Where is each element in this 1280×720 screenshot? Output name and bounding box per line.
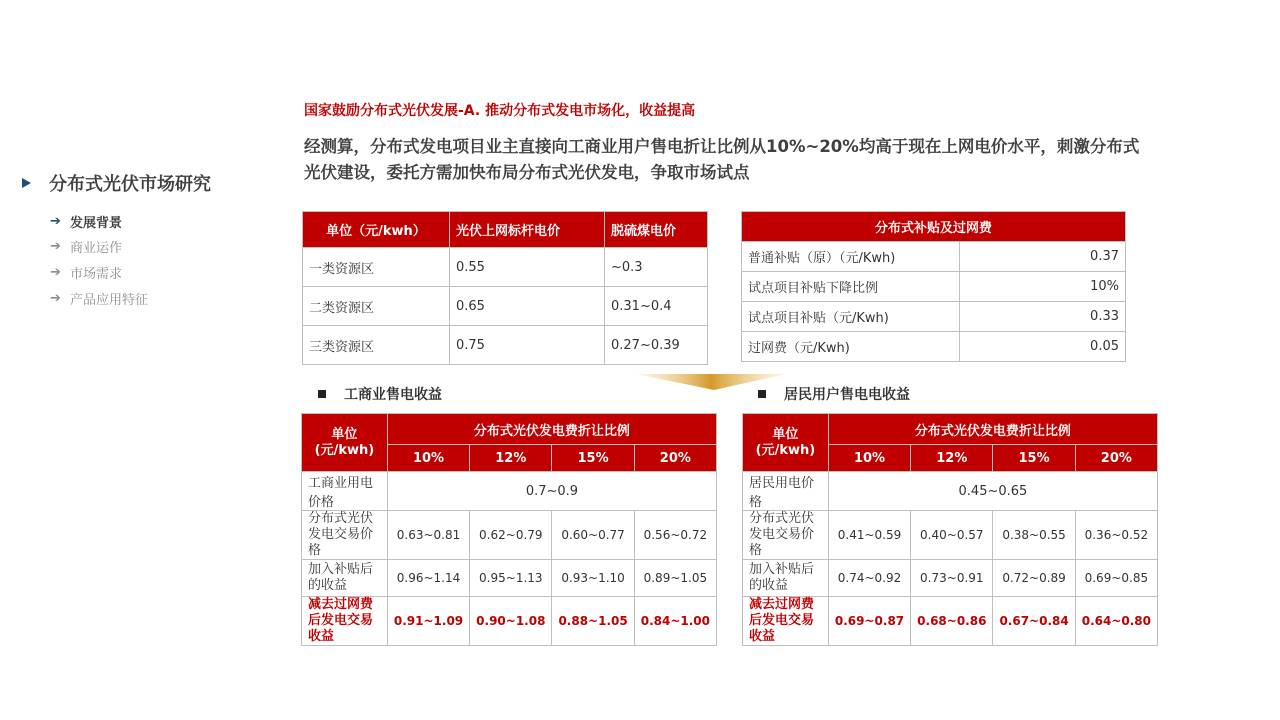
table-row [742, 332, 1126, 362]
table-cell: 一类资源区 [303, 248, 450, 287]
table-cell: 0.7~0.9 [387, 472, 716, 511]
sidebar-item-business-operation[interactable] [50, 237, 122, 256]
unit-header [743, 414, 829, 472]
unit-label: 单位 [772, 426, 799, 442]
table-cell: 0.96~1.14 [387, 560, 469, 597]
discount-header: 分布式光伏发电费折让比例 [828, 414, 1157, 445]
table-cell: 0.63~0.81 [387, 511, 469, 560]
table-row [742, 242, 1126, 272]
table-row [743, 511, 1158, 560]
table-cell: 三类资源区 [303, 326, 450, 365]
discount-header: 分布式光伏发电费折让比例 [387, 414, 716, 445]
table-cell: 0.64~0.80 [1075, 597, 1157, 646]
sidebar-title [22, 170, 211, 196]
arrow-right-icon: ➔ [50, 291, 61, 306]
table-cell: 0.88~1.05 [552, 597, 634, 646]
table-row [303, 287, 708, 326]
table-cell: 普通补贴（原）（元/Kwh) [742, 242, 960, 272]
table-cell: 试点项目补贴（元/Kwh) [742, 302, 960, 332]
table-cell: 0.33 [960, 302, 1126, 332]
table-cell: 工商业用电价格 [302, 472, 388, 511]
table-cell: 0.41~0.59 [828, 511, 910, 560]
commercial-revenue-table [301, 413, 717, 646]
sidebar-item-label: 产品应用特征 [70, 293, 149, 308]
pct-header: 15% [552, 445, 634, 472]
table-cell: 0.91~1.09 [387, 597, 469, 646]
table-cell: 居民用电价格 [743, 472, 829, 511]
pct-header: 12% [470, 445, 552, 472]
table-row [303, 326, 708, 365]
table-cell: 0.67~0.84 [993, 597, 1075, 646]
table-cell: 0.69~0.87 [828, 597, 910, 646]
table-row [302, 511, 717, 560]
unit-label-2: (元/kwh) [314, 442, 375, 458]
table-cell: 0.38~0.55 [993, 511, 1075, 560]
table-row [742, 302, 1126, 332]
table-cell: 分布式光伏发电交易价格 [743, 511, 829, 560]
price-header-benchmark: 光伏上网标杆电价 [450, 212, 605, 248]
price-header-coal: 脱硫煤电价 [605, 212, 708, 248]
sidebar-item-label: 商业运作 [70, 241, 123, 256]
pct-header: 20% [634, 445, 716, 472]
table-cell: 0.05 [960, 332, 1126, 362]
residential-heading-text: 居民用户售电电收益 [784, 387, 910, 403]
arrow-right-icon: ➔ [50, 239, 61, 254]
sidebar-title-text: 分布式光伏市场研究 [49, 174, 211, 195]
table-cell: 0.36~0.52 [1075, 511, 1157, 560]
pct-header: 12% [911, 445, 993, 472]
table-row [742, 272, 1126, 302]
table-row [743, 597, 1158, 646]
sidebar-item-label: 市场需求 [70, 267, 123, 282]
commercial-heading [318, 384, 442, 404]
sidebar-item-product-application[interactable] [50, 289, 148, 308]
commercial-heading-text: 工商业售电收益 [344, 387, 442, 403]
table-row [743, 472, 1158, 511]
table-row [302, 472, 717, 511]
table-row [303, 248, 708, 287]
table-cell: 减去过网费后发电交易收益 [743, 597, 829, 646]
table-row [743, 560, 1158, 597]
table-cell: 0.90~1.08 [470, 597, 552, 646]
table-cell: 0.40~0.57 [911, 511, 993, 560]
table-cell: 0.37 [960, 242, 1126, 272]
subsidy-table-title: 分布式补贴及过网费 [742, 212, 1126, 242]
table-cell: 0.55 [450, 248, 605, 287]
table-cell: 0.89~1.05 [634, 560, 716, 597]
sidebar-item-label: 发展背景 [70, 216, 123, 231]
table-cell: 0.74~0.92 [828, 560, 910, 597]
table-cell: 0.45~0.65 [828, 472, 1157, 511]
price-table [302, 211, 708, 365]
residential-revenue-table [742, 413, 1158, 646]
unit-label-2: (元/kwh) [755, 442, 816, 458]
arrow-right-icon: ➔ [50, 265, 61, 280]
table-cell: 0.31~0.4 [605, 287, 708, 326]
section-title: 国家鼓励分布式光伏发展-A. 推动分布式发电市场化，收益提高 [304, 103, 696, 119]
pct-header: 10% [387, 445, 469, 472]
table-cell: 二类资源区 [303, 287, 450, 326]
table-cell: 0.56~0.72 [634, 511, 716, 560]
unit-header [302, 414, 388, 472]
table-cell: 0.72~0.89 [993, 560, 1075, 597]
triangle-bullet-icon [22, 178, 31, 188]
table-cell: 10% [960, 272, 1126, 302]
table-cell: 0.27~0.39 [605, 326, 708, 365]
table-cell: 0.95~1.13 [470, 560, 552, 597]
residential-heading [758, 384, 910, 404]
table-cell: 减去过网费后发电交易收益 [302, 597, 388, 646]
table-cell: 分布式光伏发电交易价格 [302, 511, 388, 560]
table-cell: 0.75 [450, 326, 605, 365]
table-cell: 加入补贴后的收益 [302, 560, 388, 597]
table-cell: 0.68~0.86 [911, 597, 993, 646]
square-bullet-icon [318, 390, 326, 398]
table-cell: 过网费（元/Kwh) [742, 332, 960, 362]
table-cell: 0.93~1.10 [552, 560, 634, 597]
pct-header: 10% [828, 445, 910, 472]
unit-label: 单位 [331, 426, 358, 442]
subsidy-table [741, 211, 1126, 362]
table-cell: 0.84~1.00 [634, 597, 716, 646]
table-cell: 试点项目补贴下降比例 [742, 272, 960, 302]
table-cell: 0.60~0.77 [552, 511, 634, 560]
price-header-unit: 单位（元/kwh） [303, 212, 450, 248]
arrow-right-icon: ➔ [50, 214, 61, 229]
main-text: 经测算，分布式发电项目业主直接向工商业用户售电折让比例从10%~20%均高于现在上网电价水平，刺激分布式光伏建设，委托方需加快布局分布式光伏发电，争取市场试点 [304, 137, 1140, 182]
table-cell: 加入补贴后的收益 [743, 560, 829, 597]
square-bullet-icon [758, 390, 766, 398]
pct-header: 20% [1075, 445, 1157, 472]
table-cell: 0.65 [450, 287, 605, 326]
table-cell: 0.69~0.85 [1075, 560, 1157, 597]
table-cell: 0.73~0.91 [911, 560, 993, 597]
pct-header: 15% [993, 445, 1075, 472]
sidebar-item-market-demand[interactable] [50, 263, 122, 282]
table-cell: 0.62~0.79 [470, 511, 552, 560]
table-row [302, 560, 717, 597]
table-cell: ~0.3 [605, 248, 708, 287]
table-row [302, 597, 717, 646]
sidebar-item-development-background[interactable] [50, 212, 122, 231]
